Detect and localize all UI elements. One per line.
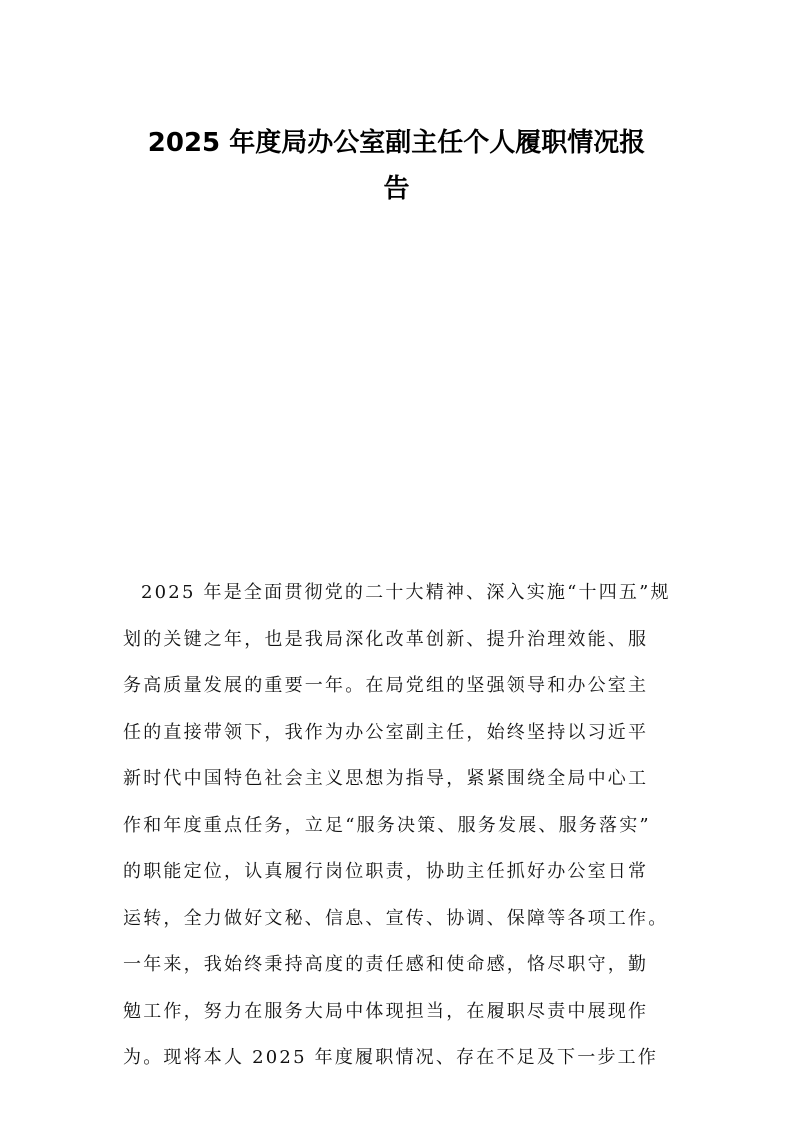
body-line: 一年来，我始终秉持高度的责任感和使命感，恪尽职守，勤 [123,954,649,975]
body-line: 新时代中国特色社会主义思想为指导，紧紧围绕全局中心工 [123,768,649,789]
body-line: 务高质量发展的重要一年。在局党组的坚强领导和办公室主 [123,675,649,696]
body-line: 作和年度重点任务，立足“服务决策、服务发展、服务落实” [123,814,651,836]
body-line: 运转，全力做好文秘、信息、宣传、协调、保障等各项工作。 [123,907,669,929]
body-line: 为。现将本人 2025 年度履职情况、存在不足及下一步工作 [123,1047,659,1068]
body-line: 的职能定位，认真履行岗位职责，协助主任抓好办公室日常 [123,861,649,882]
title-line-1: 2025 年度局办公室副主任个人履职情况报 [147,128,646,158]
body-paragraph [123,570,683,1082]
body-line: 勉工作，努力在服务大局中体现担当，在履职尽责中展现作 [123,1000,649,1022]
body-line: 划的关键之年，也是我局深化改革创新、提升治理效能、服 [123,628,649,650]
title-line-2: 告 [383,174,410,204]
document-title [100,120,693,212]
body-line: 任的直接带领下，我作为办公室副主任，始终坚持以习近平 [123,721,649,743]
body-line: 2025 年是全面贯彻党的二十大精神、深入实施“十四五”规 [141,582,671,603]
